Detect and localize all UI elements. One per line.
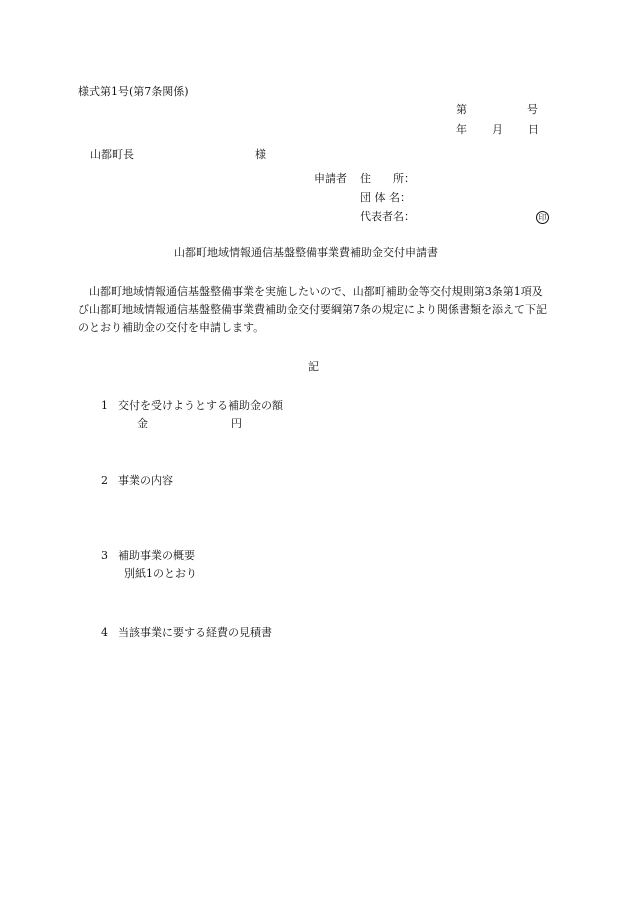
item-1-label: 交付を受けようとする補助金の額	[118, 399, 283, 412]
form-id: 様式第1号(第7条関係)	[78, 85, 189, 98]
item-1-amount-suffix: 円	[231, 417, 242, 430]
item-1-number: 1	[101, 399, 108, 412]
ki-label: 記	[308, 360, 319, 373]
applicant-label: 申請者	[314, 172, 347, 185]
addressee-honorific: 様	[255, 148, 266, 161]
item-1-amount-prefix: 金	[137, 417, 148, 430]
item-3-label: 補助事業の概要	[118, 549, 195, 562]
item-4-label: 当該事業に要する経費の見積書	[118, 626, 272, 639]
applicant-org-label: 団 体 名：	[360, 191, 411, 204]
body-paragraph: 山都町地域情報通信基盤整備事業を実施したいので、山都町補助金等交付規則第3条第1項及び山都町地域情報通信基盤整備事業費補助金交付要綱第7条の規定により関係書類を添えて下記のとおり補助金の交付を申請します。	[78, 285, 547, 334]
date-month: 月	[492, 123, 503, 136]
item-3-number: 3	[101, 549, 108, 562]
addressee-name: 山都町長	[90, 148, 134, 161]
number-suffix: 号	[527, 103, 538, 116]
number-prefix: 第	[456, 103, 467, 116]
date-year: 年	[456, 123, 467, 136]
item-4-number: 4	[101, 626, 108, 639]
applicant-address-label: 住 所：	[360, 172, 415, 185]
seal-mark: 印	[536, 210, 549, 224]
document-title: 山都町地域情報通信基盤整備事業費補助金交付申請書	[174, 246, 438, 259]
item-2-number: 2	[101, 474, 108, 487]
item-3-detail: 別紙1のとおり	[124, 567, 197, 580]
date-day: 日	[528, 123, 539, 136]
item-2-label: 事業の内容	[118, 474, 173, 487]
applicant-rep-label: 代表者名：	[360, 210, 415, 223]
